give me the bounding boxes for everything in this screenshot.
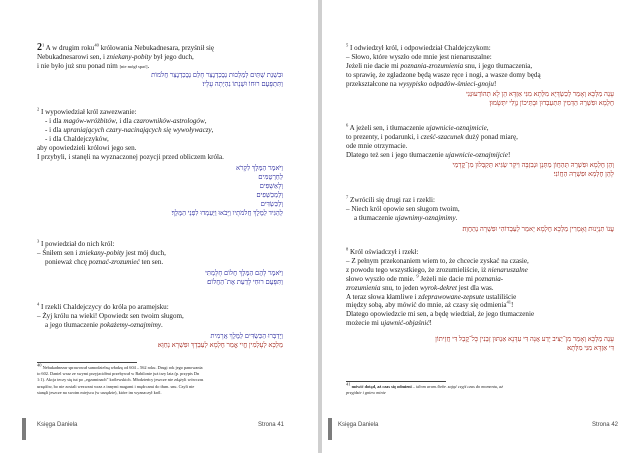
verse-2-8: $^8$ Król oświadczył i rzekł: – Z pełnym przekonaniem wiem to, że chcecie zyskać na czasie, z powodu tego wszystkiego, że zrozumieliście, iż nienaruszalne słowo wyszło ode mnie. $^9$ Jeżeli nie dacie mi poznania- zrozumienia snu, to jeden wyrok-dekret jest dla was. A teraz słowa kłamliwe i zdeprawowane-zepsute ustaliliście między sobą, aby mówić do mnie, aż czasy się odmienia$^{41}$! Dlatego opowiedzcie mi sen, a będę wiedział, że jego tłumaczenie możecie mi ujawnić-objaśnić! [346,246,535,328]
verse-number: 9 [416,273,419,279]
verse-2-1-line-3: i nie było już snu ponad nim [nie mógł spać]. [37,61,150,70]
footer-title: Księga Daniela [37,422,78,428]
verse-number: 6 [346,122,349,128]
footnote-ref[interactable]: 40 [94,42,99,48]
footer-title: Księga Daniela [338,422,379,428]
hebrew-2-7: עֲנוֹ תִנְיָנוּת וְאָמְרִין מַלְכָּא חֶלְמָא יֵאמַר לְעַבְדוֹהִי וּפִשְׁרָה נְהַחֲוֵה׃ [462,226,614,233]
footer-page-number: Strona 42 [591,422,618,428]
hebrew-2-6: וְהֵן חֶלְמָא וּפִשְׁרֵהּ תְּהַחֲוֹן מַתְּנָן וּנְבִזְבָּה וִיקָר שַׂגִּיא תְּקַבְּלוּן מִן־קֳדָמַי לָהֵן חֶלְמָא וּפִשְׁרֵהּ הַחֲוֹנִי׃ [452,162,614,178]
hebrew-2-3: וַיֹּאמֶר לָהֶם הַמֶּלֶךְ חֲלוֹם חָלָמְתִּי וַתִּפָּעֶם רוּחִי לָדַעַת אֶת־הַחֲלוֹם׃ [205,270,283,286]
verse-number: 7 [346,194,349,200]
hebrew-2-1: וּבִשְׁנַת שְׁתַּיִם לְמַלְכוּת נְבֻכַדְנֶצַּר חָלַם נְבֻכַדְנֶצַּר חֲלֹמוֹת וַתִּתְפָּעֶם רוּחוֹ וּשְׁנָתוֹ נִהְיְתָה עָלָיו׃ [151,72,283,88]
verse-number: 3 [37,238,40,244]
verse-number: 8 [346,246,349,252]
bullet-item: - i dla magów-wróżbitów, i dla czarowników-astrologów, [45,116,207,125]
footnote-number: 40 [37,362,42,368]
hebrew-2-8: עָנֵה מַלְכָּא וְאָמַר מִן־יַצִּיב יָדַע אֲנָה דִּי עִדָּנָא אַנְתּוּן זָבְנִין כָּל־קֳבֵל דִּי חֲזֵיתוֹן דִּי אַזְדָּא מִנִּי מִלְּתָא׃ [435,336,614,352]
verse-2-5: $^5$ I odwiedzył król, i odpowiedział Chaldejczykom: – Słowo, które wyszło ode mnie jest nienaruszalne: Jeżeli nie dacie mi poznania-zrozumienia snu, i jego tłumaczenia, to sprawię, że zgładzone będą wasze ręce i nogi, a wasze domy będą przekształcone na wysypisko odpadów-śmieci-gnoju! [346,42,541,88]
verse-2-2: $^2$ I wypowiedział król zawezwanie: - i dla magów-wróżbitów, i dla czarowników-astrologów, - i dla upraniających czary-nacinających się wywoływaczy, - i dla Chaldejczyków, aby opowiedzieli królowi jego sen. I przybyli, i stanęli na wyznaczonej pozycji przed obliczem króla. [37,106,224,161]
hebrew-2-4: וַיְדַבְּרוּ הַכַּשְׂדִּים לַמֶּלֶךְ אֲרָמִית מַלְכָּא לְעָלְמִין חֱיִי אֱמַר חֶלְמָא לְעַבְדָךְ וּפִשְׁרָא נְחַוֵּא׃ [157,333,283,349]
footnote-ref[interactable]: 41 [506,300,512,306]
bullet-item: - i dla upraniających czary-nacinających się wywoływaczy, [45,125,214,134]
bullet-item: - i dla Chaldejczyków, [45,134,109,143]
footnote-rule [37,362,137,363]
footer-bar [328,418,332,440]
footer-bar [22,418,26,440]
verse-number: 1 [42,42,45,48]
verse-2-1 [37,44,214,72]
chapter-number: 2 [37,42,42,53]
verse-number: 2 [37,106,40,112]
footnote-41: $^{41}$ mówić dotąd, aż czas się odmieni – idiom aram./hebr. zająć czyjś czas do momentu, aż przyjdzie i gniew minie [346,381,503,396]
hebrew-2-5: עָנֵה מַלְכָּא וְאָמַר לְכַשְׂדָּיֵא מִלְּתָא מִנִּי אַזְדָּא הֵן לָא תְהוֹדְעוּנַּנִי חֶלְמָא וּפִשְׁרֵהּ הַדָּמִין תִּתְעַבְדוּן וּבָתֵּיכוֹן נְוָלִי יִתְּשָׂמוּן׃ [465,91,614,107]
verse-number: 4 [37,301,40,307]
page-left [0,0,318,453]
verse-2-7: $^7$ Zwrócili się drugi raz i rzekli: – Niech król opowie sen sługom twoim, a tłumaczenie ujawnimy-oznajmimy. [346,194,460,222]
verse-2-4: $^4$ I rzekli Chaldejczycy do króla po aramejsku: – Żyj królu na wieki! Opowiedz sen twoim sługom, a jego tłumaczenie pokażemy-oznajmimy. [37,301,184,329]
verse-2-1-line-2: Nebukadnesarowi sen, i zniekany-pobity był jego duch, [37,52,194,61]
verse-2-6: $^6$ A jeżeli sen, i tłumaczenie ujawnicie-oznajmicie, to prezenty, i podarunki, i cześć-szacunek dużý ponad miarę, ode mnie otrzymacie. Dlatego też sen i jego tłumaczenie ujawnicie-oznajmijcie! [346,122,518,159]
page-right [322,0,640,453]
verse-2-1-line-1: $2^1$ A w drugim roku$^{40}$ królowania Nebukadnesara, przyśnił się [37,42,215,53]
verse-2-3: $^3$ I powiedział do nich król: – Śniłem sen i zniekany-pobity jest mój duch, ponieważ chcę poznać-zrozumieć ten sen. [37,238,166,266]
footnote-number: 41 [346,381,351,387]
hebrew-2-2: וַיֹּאמֶר הַמֶּלֶךְ לִקְרֹא לַחַרְטֻמִּים וְלָאַשָּׁפִים וְלַמְכַשְּׁפִים וְלַכַּשְׂדִּים לְהַגִּיד לַמֶּלֶךְ חֲלֹמֹתָיו וַיָּבֹאוּ וַיַּעַמְדוּ לִפְנֵי הַמֶּלֶךְ׃ [171,165,283,217]
footnote-rule [346,381,446,382]
verse-number: 5 [346,42,349,48]
footer-page-number: Strona 41 [257,422,284,428]
footnote-40: $^{40}$ Nebukadnezar sprawował samodzielną władzę od 604 – 562 roku. Drugi rok jego panowania to 602. Daniel wraz ze swymi przyjaciółmi przebywał w Babilonie już trzy lata (p. przypis Dn 1:1). Akcja teczy się tut po „egzaminach” królewskich. Młodzieńcy jeszcze nie zdążyli wówczas urzędów, bo nie zostali wezwani wraz z innymi magami i mędrcami do tłum. snu. Czyli nie stanęli jeszcze na swoim miejscu (w urzędzie), które im wyznaczył król. [37,362,204,395]
